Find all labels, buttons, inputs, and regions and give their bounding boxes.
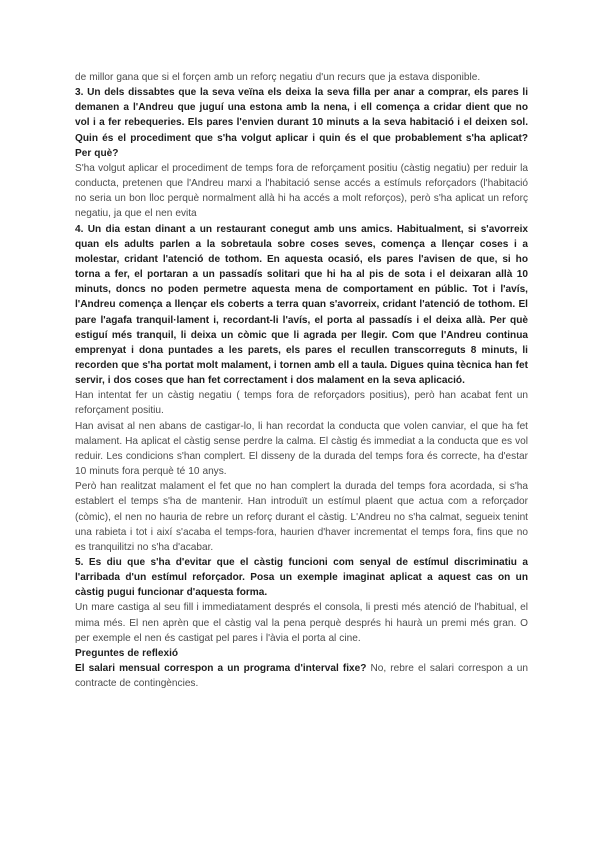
question-5: 5. Es diu que s'ha d'evitar que el càstig funcioni com senyal de estímul discriminatiu a l'arribada d'un estímul reforçador. Posa un exemple imaginat aplicat a aquest cas on un càstig pugui funcionar d'aquesta forma. (75, 557, 528, 599)
answer-paragraph: Han avisat al nen abans de castigar-lo, li han recordat la conducta que volen canviar, el que ha fet malament. Ha aplicat el càstig sense perdre la calma. El càstig és immediat a la conducta que es vol reduir. Les condicions s'han complert. El disseny de la durada del temps fora és correcte, ha d'estar 10 minuts fora perquè té 10 anys. (75, 420, 528, 478)
question-4: 4. Un dia estan dinant a un restaurant conegut amb uns amics. Habitualment, si s'avorreix quan els adults parlen a la sobretaula sobre coses seves, comença a llençar coses i a molestar, cridant l'atenció de tothom. En aquesta ocasió, els pares l'avisen de que, si ho torna a fer, el portaran a un passadís solitari que hi ha al pis de sota i el deixaran allà 10 minuts, doncs no poden permetre aquesta mena de comportament en públic. Tot i l'avís, l'Andreu comença a llençar els coberts a terra quan s'avorreix, cridant l'atenció de tothom. El pare l'agafa tranquil·lament i, recordant-li l'avís, el porta al passadís i el deixa allà. Per què estiguí més tranquil, li deixa un còmic que li agrada per llegir. Com que l'Andreu continua emprenyat i dona puntades a les parets, els pares el recullen transcorreguts 8 minuts, li recorden que s'ha portat molt malament, i tornen amb ell a taula. Digues quina tècnica han fet servir, i dos coses que han fet correctament i dos malament en la seva aplicació. (75, 223, 528, 387)
answer-paragraph: Però han realitzat malament el fet que no han complert la durada del temps fora acordada, si s'ha establert el temps s'ha de mantenir. Han introduït un estímul plaent que actua com a reforçador (còmic), el nen no hauria de rebre un reforç durant el càstig. L'Andreu no s'ha calmat, segueix tenint una rabieta i tot i així s'acaba el temps-fora, haurien d'haver incrementat el temps fora, fins que no es tranquilitzi no s'ha d'acabar. (75, 481, 528, 553)
reflection-question-paragraph (75, 661, 528, 691)
reflection-question: El salari mensual correspon a un programa d'interval fixe? (75, 663, 367, 675)
reflection-answer: No, rebre el salari correspon a un contracte de contingències. (75, 663, 528, 690)
question-3: 3. Un dels dissabtes que la seva veïna els deixa la seva filla per anar a comprar, els pares li demanen a l'Andreu que juguí una estona amb la nena, i ell comença a cridar dient que no vol i a fer rebequeries. Els pares l'envien durant 10 minuts a la seva habitació i el deixen sol. Quin és el procediment que s'ha volgut aplicar i quin és el que probablement s'ha aplicat? Per què? (75, 87, 528, 159)
answer-paragraph: Un mare castiga al seu fill i immediatament després el consola, li presti més atenció de l'habitual, el mima més. El nen aprèn que el càstig val la pena perquè després hi haurà un premi més gran. O per exemple el nen és castigat pel pares i l'àvia el porta al cine. (75, 602, 528, 644)
section-heading: Preguntes de reflexió (75, 647, 179, 659)
answer-paragraph: S'ha volgut aplicar el procediment de temps fora de reforçament positiu (càstig negatiu) per reduir la conducta, pretenen que l'Andreu marxi a l'habitació sense accés a estímuls reforçadors (l'habitació no seria un bon lloc perquè normalment allà hi ha accés a molt reforços), però s'ha aplicat un reforç negatiu, ja que el nen evita (75, 162, 528, 220)
answer-paragraph: Han intentat fer un càstig negatiu ( temps fora de reforçadors positius), però han acabat fent un reforçament positiu. (75, 390, 528, 417)
answer-paragraph: de millor gana que si el forçen amb un reforç negatiu d'un recurs que ja estava disponible. (75, 72, 481, 83)
